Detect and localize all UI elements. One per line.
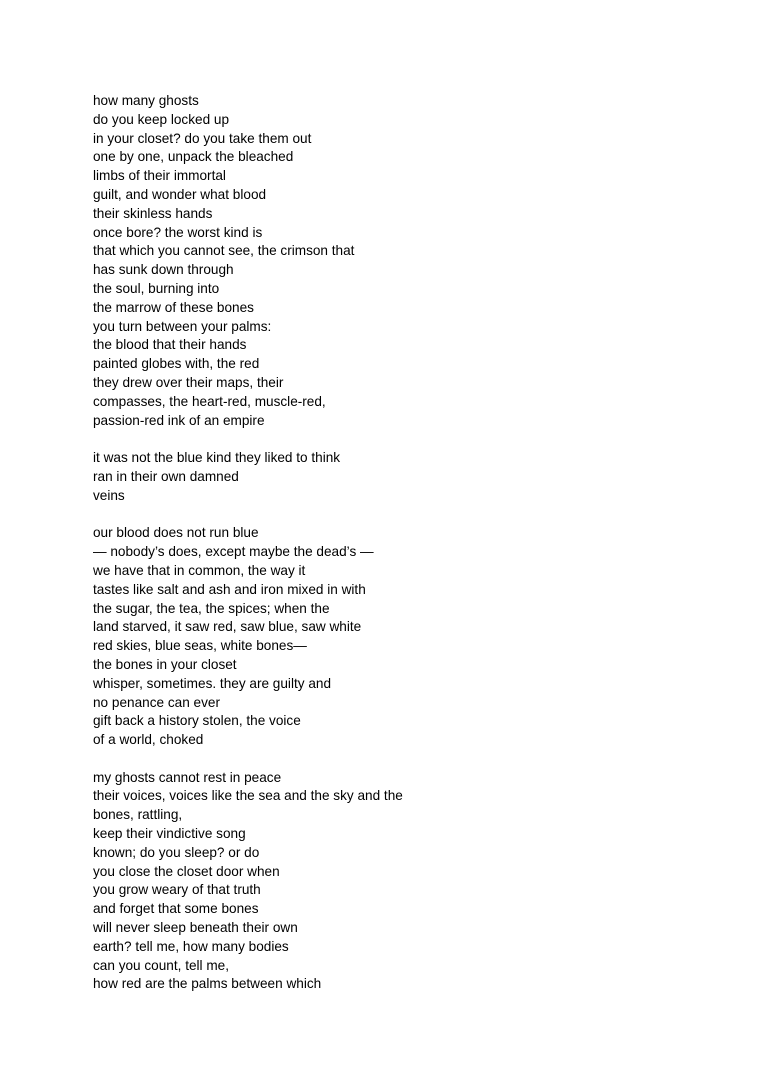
poem-line: the marrow of these bones [93, 299, 254, 315]
poem-line: can you count, tell me, [93, 957, 230, 973]
poem-line: veins [93, 487, 125, 503]
poem-line: red skies, blue seas, white bones— [93, 638, 307, 654]
poem-line: in your closet? do you take them out [93, 130, 312, 146]
poem-line: you turn between your palms: [93, 318, 272, 334]
poem-line: bones, rattling, [93, 807, 183, 823]
poem-line: compasses, the heart-red, muscle-red, [93, 393, 326, 409]
poem-line: whisper, sometimes. they are guilty and [93, 675, 332, 691]
poem-line: gift back a history stolen, the voice [93, 713, 301, 729]
poem-line: painted globes with, the red [93, 356, 260, 372]
stanza-1 [93, 92, 713, 430]
poem-line: known; do you sleep? or do [93, 844, 260, 860]
poem-line: we have that in common, the way it [93, 562, 306, 578]
poem-line: they drew over their maps, their [93, 374, 284, 390]
poem-line: you grow weary of that truth [93, 882, 261, 898]
poem-line: will never sleep beneath their own [93, 920, 298, 936]
poem-line: how many ghosts [93, 93, 199, 108]
poem-line: ran in their own damned [93, 468, 239, 484]
poem-line: how red are the palms between which [93, 976, 322, 992]
poem-line: it was not the blue kind they liked to think [93, 450, 341, 466]
poem-line: keep their vindictive song [93, 826, 246, 842]
poem-line: has sunk down through [93, 262, 234, 278]
poem-line: the soul, burning into [93, 280, 220, 296]
poem-line: of a world, choked [93, 732, 204, 748]
poem-line: the blood that their hands [93, 337, 247, 353]
poem-line: our blood does not run blue [93, 525, 259, 541]
poem-line: the bones in your closet [93, 656, 237, 672]
poem-line: — nobody’s does, except maybe the dead’s — [93, 544, 374, 560]
poem-body [93, 92, 713, 1013]
poem-line: their voices, voices like the sea and the sky and the [93, 788, 403, 804]
poem-line: you close the closet door when [93, 863, 280, 879]
poem-line: land starved, it saw red, saw blue, saw white [93, 619, 362, 635]
poem-line: their skinless hands [93, 205, 213, 221]
poem-line: my ghosts cannot rest in peace [93, 769, 282, 785]
poem-line: and forget that some bones [93, 901, 259, 917]
poem-line: once bore? the worst kind is [93, 224, 263, 240]
poem-line: guilt, and wonder what blood [93, 186, 267, 202]
poem-line: do you keep locked up [93, 111, 230, 127]
poem-line: the sugar, the tea, the spices; when the [93, 600, 330, 616]
poem-line: no penance can ever [93, 694, 220, 710]
poem-line: one by one, unpack the bleached [93, 149, 294, 165]
stanza-4 [93, 769, 713, 995]
stanza-2 [93, 449, 713, 505]
poem-line: earth? tell me, how many bodies [93, 938, 289, 954]
poem-line: limbs of their immortal [93, 168, 226, 184]
poem-line: that which you cannot see, the crimson that [93, 243, 355, 259]
stanza-3 [93, 524, 713, 750]
poem-line: passion-red ink of an empire [93, 412, 265, 428]
poem-line: tastes like salt and ash and iron mixed in with [93, 581, 366, 597]
